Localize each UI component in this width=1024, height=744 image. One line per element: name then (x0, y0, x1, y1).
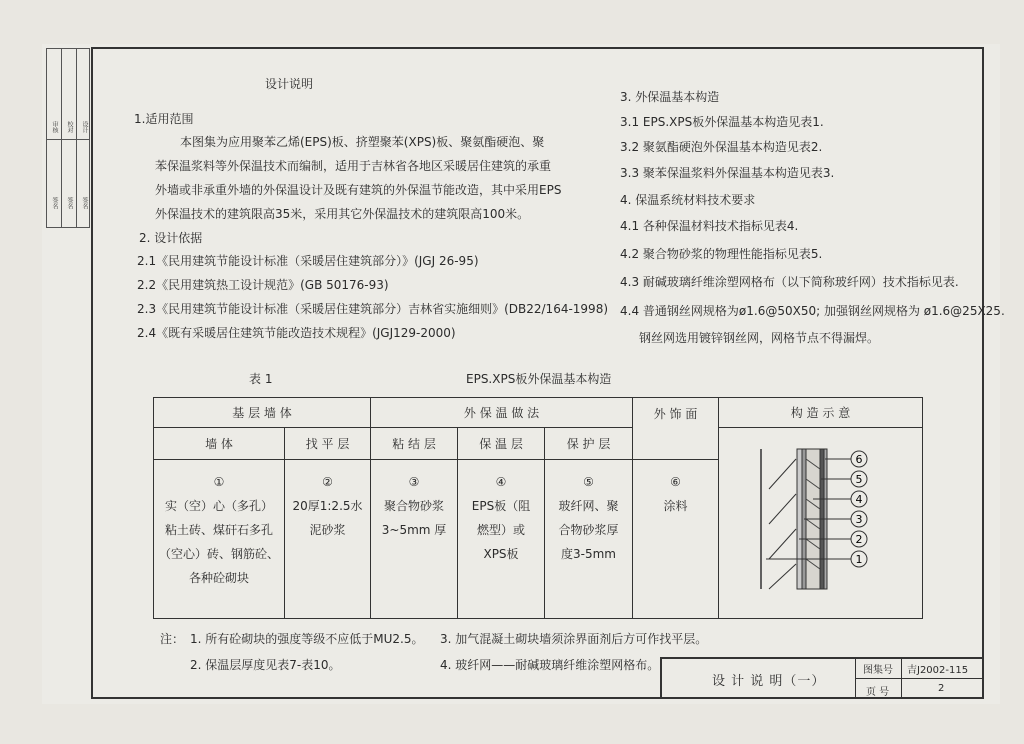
text-line: 4.3 耐碱玻璃纤维涂塑网格布（以下简称玻纤网）技术指标见表. (620, 275, 959, 289)
cell-text: 燃型）或 (477, 523, 526, 537)
sheet-title: 设 计 说 明（一） (712, 674, 826, 689)
note: 4. 玻纤网——耐碱玻璃纤维涂塑网格布。 (440, 658, 660, 672)
subheader: 墙 体 (154, 428, 285, 460)
subheader: 保 温 层 (458, 428, 545, 460)
text-line: 4.1 各种保温材料技术指标见表4. (620, 219, 799, 233)
text-line: 4.4 普通钢丝网规格为ø1.6@50X50; 加强钢丝网规格为 ø1.6@25X25. (620, 304, 1005, 318)
note: 3. 加气混凝土砌块墙须涂界面剂后方可作找平层。 (440, 632, 708, 646)
sig-label: 设计 (81, 121, 88, 133)
sig-label: 签名 (51, 197, 58, 209)
reference-line: 2.2《民用建筑热工设计规范》(GB 50176-93) (137, 278, 389, 292)
cell-number: ② (322, 475, 333, 489)
header-base-wall: 基 层 墙 体 (154, 398, 371, 428)
page-number: 2 (938, 683, 945, 694)
diagram-label: 6 (855, 453, 863, 466)
diagram-label: 3 (855, 513, 863, 526)
table-label: 表 1 (249, 372, 273, 386)
text-line: 苯保温浆料等外保温技术而编制，适用于吉林省各地区采暖居住建筑的承重 (155, 159, 552, 173)
cell-text: 3~5mm 厚 (381, 523, 447, 537)
construction-diagram (721, 429, 921, 614)
cell-number: ① (213, 475, 225, 489)
cell-leveling (285, 460, 371, 619)
text-line: 外墙或非承重外墙的外保温设计及既有建筑的外保温节能改造，其中采用EPS (155, 183, 562, 197)
diagram-label: 4 (855, 493, 863, 506)
reference-line: 2.4《既有采暖居住建筑节能改造技术规程》(JGJ129-2000) (137, 326, 456, 340)
cell-finish (633, 460, 719, 619)
sig-label: 签名 (81, 197, 88, 209)
cell-number: ⑥ (670, 475, 681, 489)
atlas-number: 吉J2002-115 (907, 665, 969, 676)
header-insulation: 外 保 温 做 法 (371, 398, 633, 428)
atlas-label: 图集号 (863, 665, 893, 676)
cell-text: 涂料 (663, 499, 688, 513)
cell-text: 聚合物砂浆 (384, 499, 445, 513)
section-title: 3. 外保温基本构造 (620, 90, 720, 104)
text-line: 3.1 EPS.XPS板外保温基本构造见表1. (620, 115, 824, 129)
cell-protection (545, 460, 633, 619)
divider (76, 49, 77, 227)
divider (61, 49, 62, 227)
subheader: 粘 结 层 (371, 428, 458, 460)
text-line: 4.2 聚合物砂浆的物理性能指标见表5. (620, 247, 823, 261)
diagram-label: 2 (855, 533, 863, 546)
cell-text: XPS板 (483, 547, 519, 561)
page-heading: 设计说明 (265, 77, 314, 91)
text-line: 3.3 聚苯保温浆料外保温基本构造见表3. (620, 166, 835, 180)
text-line: 外保温技术的建筑限高35米，采用其它外保温技术的建筑限高100米。 (155, 207, 530, 221)
page-label: 页 号 (866, 687, 890, 698)
cell-text: EPS板（阻 (471, 499, 531, 513)
cell-number: ④ (495, 475, 507, 489)
note: 2. 保温层厚度见表7-表10。 (190, 658, 341, 672)
cell-bonding (371, 460, 458, 619)
section-title: 2. 设计依据 (139, 231, 203, 245)
divider (47, 139, 89, 140)
section-title: 1.适用范围 (134, 112, 194, 126)
text-line: 钢丝网选用镀锌钢丝网，网格节点不得漏焊。 (639, 331, 880, 345)
cell-text: 合物砂浆厚 (558, 523, 619, 537)
reference-line: 2.1《民用建筑节能设计标准（采暖居住建筑部分）》(JGJ 26-95) (137, 254, 479, 268)
cell-text: 20厚1:2.5水 (292, 499, 363, 513)
cell-text: （空心）砖、钢筋砼、 (158, 547, 279, 561)
cell-wall (154, 460, 285, 619)
diagram-label: 5 (855, 473, 863, 486)
cell-insulation (458, 460, 545, 619)
reference-line: 2.3《民用建筑节能设计标准（采暖居住建筑部分）吉林省实施细则》(DB22/164-1998) (137, 302, 609, 316)
sig-label: 校对 (66, 121, 73, 133)
diagram-label: 1 (855, 553, 863, 566)
divider (855, 678, 984, 679)
construction-table (153, 397, 923, 619)
table-caption: EPS.XPS板外保温基本构造 (466, 372, 612, 386)
cell-text: 泥砂浆 (309, 523, 346, 537)
cell-text: 实（空）心（多孔） (164, 499, 273, 513)
subheader: 保 护 层 (545, 428, 633, 460)
cell-text: 粘土砖、煤矸石多孔 (164, 523, 273, 537)
text-line: 3.2 聚氨酯硬泡外保温基本构造见表2. (620, 140, 823, 154)
signature-block (46, 48, 90, 228)
subheader: 找 平 层 (285, 428, 371, 460)
notes-label: 注： (160, 632, 185, 646)
sig-label: 签名 (66, 197, 73, 209)
note: 1. 所有砼砌块的强度等级不应低于MU2.5。 (190, 632, 424, 646)
cell-number: ③ (408, 475, 420, 489)
header-finish: 外 饰 面 (633, 398, 719, 460)
diagram-cell (719, 428, 923, 619)
text-line: 本图集为应用聚苯乙烯(EPS)板、挤塑聚苯(XPS)板、聚氨酯硬泡、聚 (180, 135, 545, 149)
sig-label: 审核 (51, 121, 58, 133)
header-diagram: 构 造 示 意 (719, 398, 923, 428)
cell-text: 各种砼砌块 (188, 571, 249, 585)
cell-text: 玻纤网、聚 (558, 499, 619, 513)
section-title: 4. 保温系统材料技术要求 (620, 193, 756, 207)
cell-number: ⑤ (583, 475, 594, 489)
cell-text: 度3-5mm (561, 547, 616, 561)
